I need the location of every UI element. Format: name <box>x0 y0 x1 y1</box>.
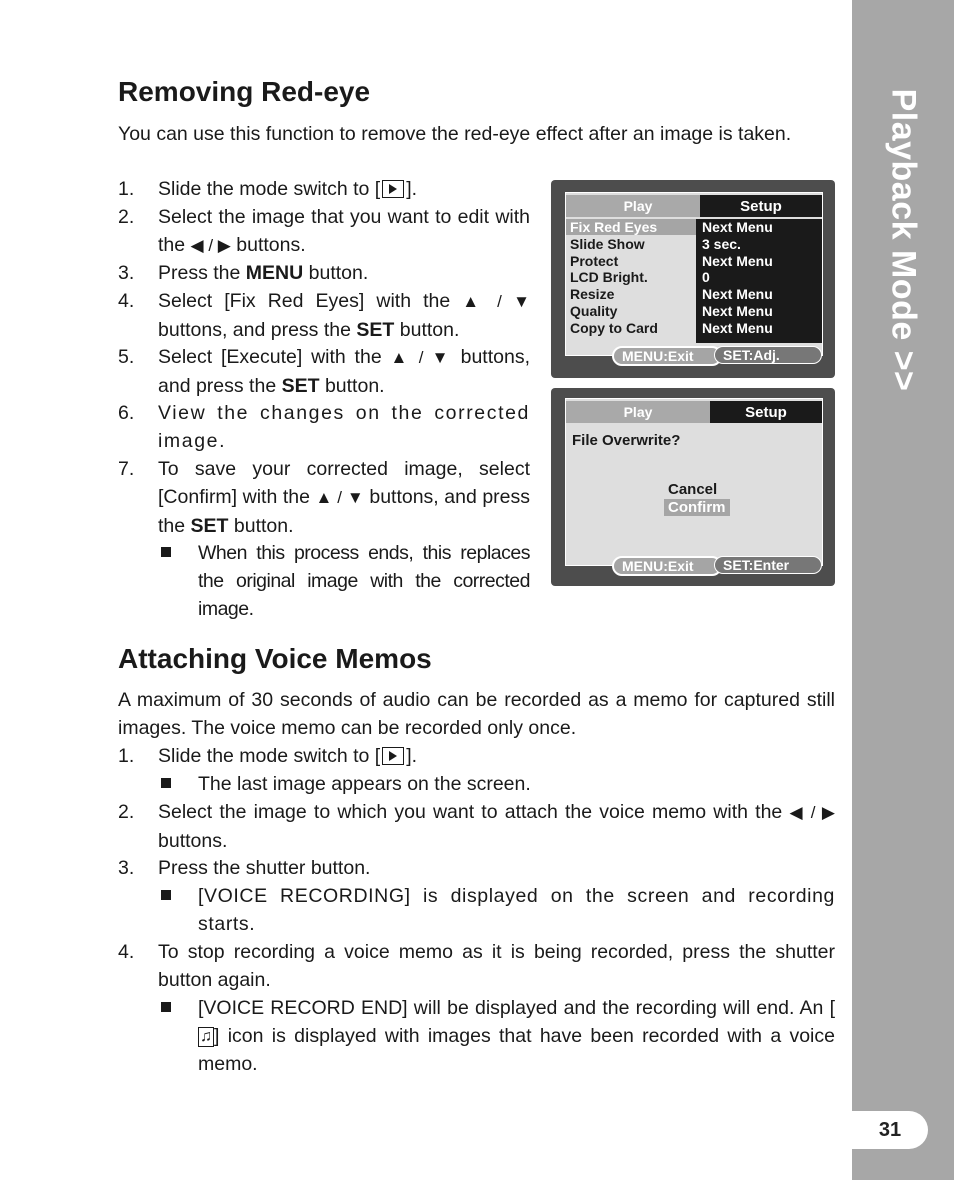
intro-red-eye: You can use this function to remove the red-eye effect after an image is taken. <box>118 123 792 145</box>
tab-play[interactable]: Play <box>566 195 710 217</box>
playback-icon <box>382 180 404 198</box>
option-confirm[interactable]: Confirm <box>664 499 730 516</box>
option-cancel[interactable]: Cancel <box>668 481 718 498</box>
left-right-arrows-icon: ◀ / ▶ <box>190 236 231 255</box>
up-down-arrows-icon: ▲ / ▼ <box>315 488 364 507</box>
menu-item-copy-to-card[interactable]: Copy to Card Next Menu <box>570 319 773 336</box>
hint-set-adj: SET:Adj. <box>714 346 822 364</box>
playback-icon <box>382 747 404 765</box>
hint-menu-exit: MENU:Exit <box>612 346 722 366</box>
heading-attaching-voice-memos: Attaching Voice Memos <box>118 643 432 674</box>
tab-setup[interactable]: Setup <box>700 195 822 217</box>
bullet-square-icon <box>161 1002 171 1012</box>
bullet-square-icon <box>161 778 171 788</box>
bullet-square-icon <box>161 890 171 900</box>
menu-item-slide-show[interactable]: Slide Show 3 sec. <box>570 235 741 252</box>
menu-item-resize[interactable]: Resize Next Menu <box>570 286 773 303</box>
bullet-square-icon <box>161 547 171 557</box>
menu-item-lcd-bright[interactable]: LCD Bright. 0 <box>570 269 710 286</box>
page-number: 31 <box>852 1111 928 1149</box>
voice-memo-icon: ♫ <box>200 1028 212 1045</box>
tab-play[interactable]: Play <box>566 401 710 423</box>
menu-item-protect[interactable]: Protect Next Menu <box>570 252 773 269</box>
side-title: Playback Mode >> <box>884 88 923 392</box>
up-down-arrows-icon: ▲ / ▼ <box>390 348 452 367</box>
overwrite-prompt: File Overwrite? <box>572 432 681 449</box>
hint-menu-exit: MENU:Exit <box>612 556 722 576</box>
tab-setup[interactable]: Setup <box>710 401 822 423</box>
menu-item-fix-red-eyes[interactable]: Fix Red Eyes Next Menu <box>570 219 773 235</box>
camera-menu-screen <box>551 180 835 378</box>
menu-list <box>566 219 822 337</box>
intro-voice-memos: A maximum of 30 seconds of audio can be recorded as a memo for captured still images. The voice memo can be recorded only once. <box>118 689 835 739</box>
left-right-arrows-icon: ◀ / ▶ <box>789 803 835 822</box>
camera-overwrite-screen <box>551 388 835 586</box>
menu-item-quality[interactable]: Quality Next Menu <box>570 302 773 319</box>
up-down-arrows-icon: ▲ / ▼ <box>462 292 530 311</box>
hint-set-enter: SET:Enter <box>714 556 822 574</box>
heading-removing-red-eye: Removing Red-eye <box>118 76 371 107</box>
